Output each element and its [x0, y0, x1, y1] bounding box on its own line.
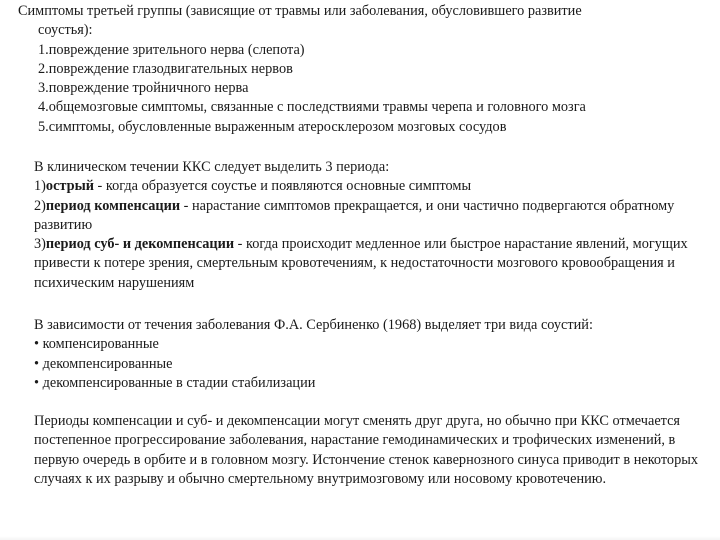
group3-heading-line2: соустья): [38, 22, 93, 39]
group3-list [18, 21, 712, 137]
period-1-number: 1) [34, 178, 46, 195]
group3-item: 2.повреждение глазодвигательных нервов [38, 60, 293, 77]
types-item: • компенсированные [34, 336, 159, 353]
period-1-text: - когда образуется соустье и появляются основные симптомы [93, 178, 472, 195]
symptoms-group3-section [18, 2, 712, 137]
period-2-term: период компенсации [45, 197, 181, 214]
group3-item: 4.общемозговые симптомы, связанные с последствиями травмы черепа и головного мозга [38, 99, 586, 116]
period-2-number: 2) [34, 197, 46, 214]
periods-section [34, 158, 714, 293]
period-2-text: - нарастание симптомов прекращается, и они частично подвергаются обратному развитию [34, 197, 675, 233]
types-item: • декомпенсированные [34, 355, 173, 372]
slide-bottom-edge [0, 536, 720, 540]
types-item: • декомпенсированные в стадии стабилизации [34, 374, 316, 391]
group3-item: 5.симптомы, обусловленные выраженным атеросклерозом мозговых сосудов [38, 118, 507, 135]
group3-item: 3.повреждение тройничного нерва [38, 80, 249, 97]
period-2 [34, 197, 714, 236]
fistula-types-section [34, 316, 714, 393]
group3-item: 1.повреждение зрительного нерва (слепота) [38, 41, 305, 58]
group3-heading-line1: Симптомы третьей группы (зависящие от травмы или заболевания, обусловившего развитие [18, 3, 582, 19]
periods-intro: В клиническом течении ККС следует выделить 3 периода: [34, 159, 390, 175]
period-3-number: 3) [34, 236, 46, 253]
types-intro: В зависимости от течения заболевания Ф.А. Сербиненко (1968) выделяет три вида соустий: [34, 317, 593, 333]
closing-text: Периоды компенсации и суб- и декомпенсации могут сменять друг друга, но обычно при ККС отмечается постепенное прогрессирование заболевания, нарастание гемодинамических и трофических изменений, в первую очередь в орбите и в головном мозгу. Истончение стенок кавернозного синуса приводит в некоторых случаях к их разрыву и обычно смертельному внутримозговому или носовому кровотечению. [34, 413, 698, 487]
period-3-term: период суб- и декомпенсации [45, 236, 235, 253]
closing-paragraph [34, 412, 714, 489]
period-3 [34, 235, 714, 293]
period-3-text: - когда происходит медленное или быстрое нарастание явлений, могущих привести к потере зрения, смертельным кровотечениям, к недостаточности мозгового кровообращения и психическим нарушениям [34, 236, 688, 291]
period-1-term: острый [45, 178, 94, 195]
period-1 [34, 177, 714, 196]
